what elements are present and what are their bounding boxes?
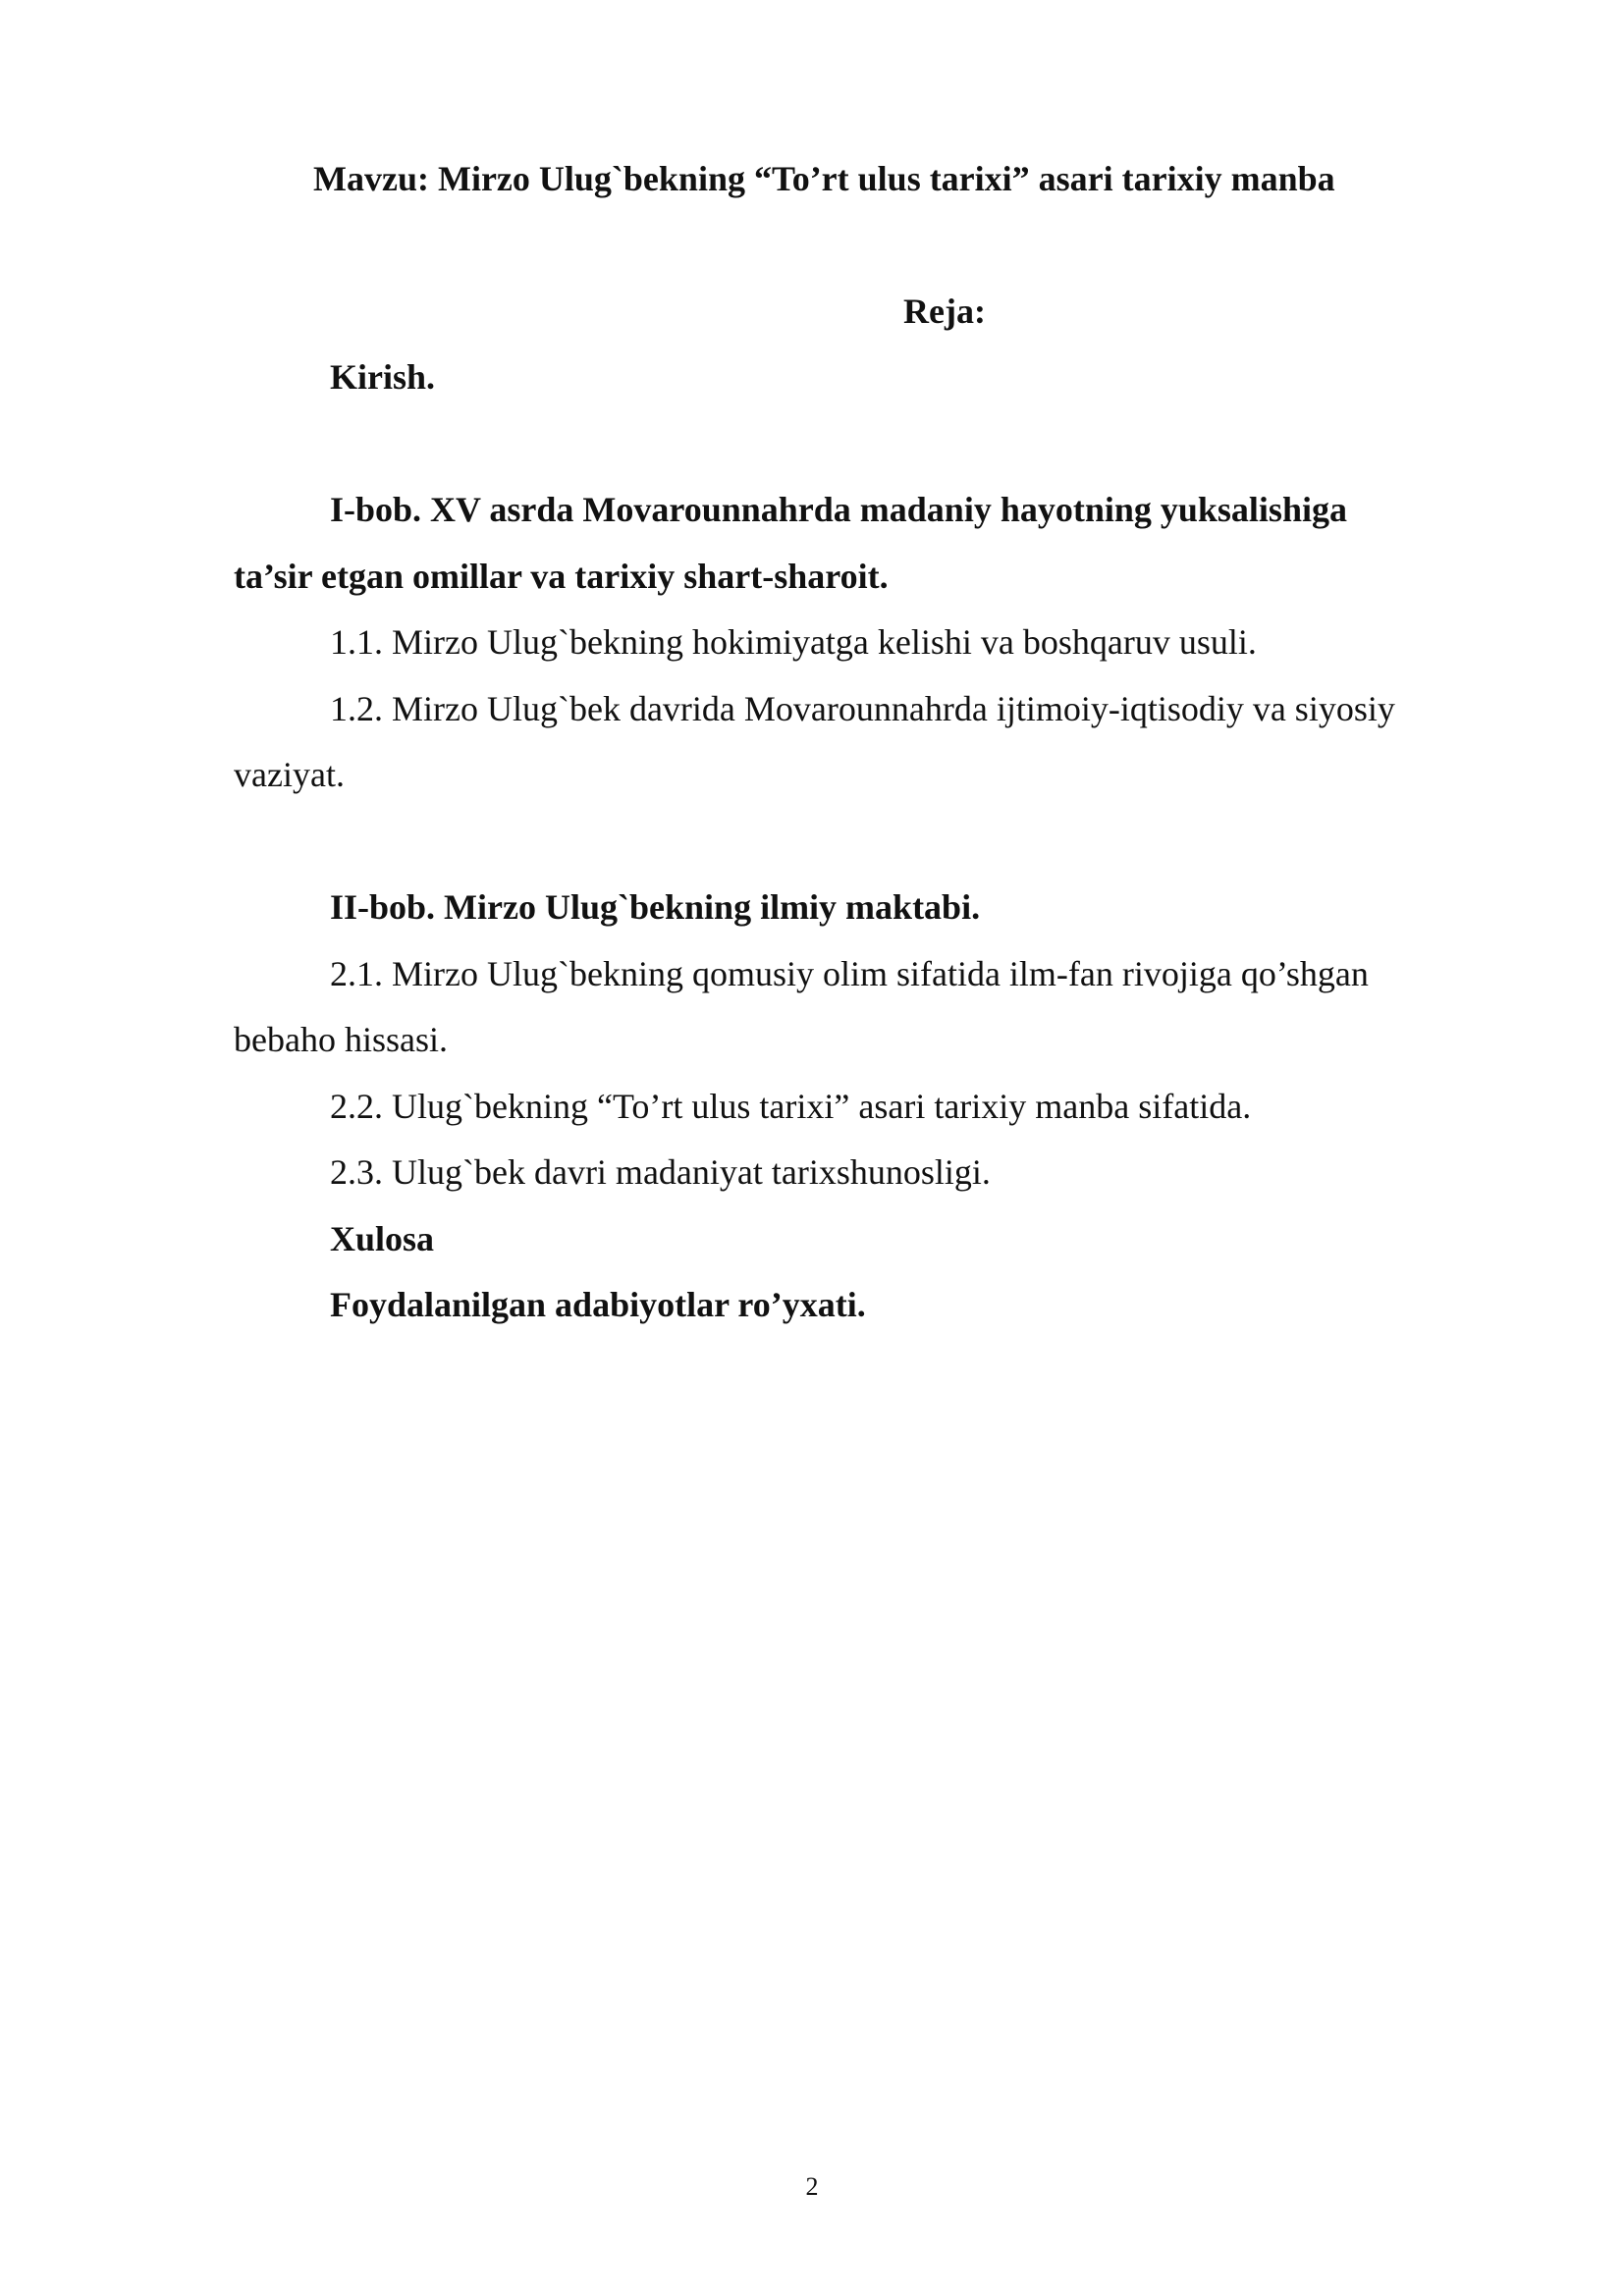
- intro-item: Kirish.: [330, 357, 436, 397]
- conclusion-item: Xulosa: [330, 1219, 435, 1258]
- chapter2-title: II-bob. Mirzo Ulug`bekning ilmiy maktabi.: [330, 887, 981, 927]
- topic-heading: Mavzu: Mirzo Ulug`bekning “To’rt ulus tarixi” asari tarixiy manba: [313, 159, 1335, 198]
- section-2-1-line1: 2.1. Mirzo Ulug`bekning qomusiy olim sifatida ilm-fan rivojiga qo’shgan: [330, 954, 1369, 993]
- section-1-2-line2: vaziyat.: [234, 755, 345, 794]
- plan-heading: Reja:: [903, 292, 986, 331]
- references-item: Foydalanilgan adabiyotlar ro’yxati.: [330, 1285, 866, 1324]
- section-2-2: 2.2. Ulug`bekning “To’rt ulus tarixi” asari tarixiy manba sifatida.: [330, 1087, 1252, 1126]
- chapter1-title-line2: ta’sir etgan omillar va tarixiy shart-sharoit.: [234, 557, 889, 596]
- chapter1-title-line1: I-bob. XV asrda Movarounnahrda madaniy hayotning yuksalishiga: [330, 490, 1347, 529]
- section-2-3: 2.3. Ulug`bek davri madaniyat tarixshunosligi.: [330, 1152, 991, 1192]
- page-number: 2: [805, 2172, 819, 2201]
- section-1-1: 1.1. Mirzo Ulug`bekning hokimiyatga kelishi va boshqaruv usuli.: [330, 622, 1257, 662]
- section-1-2-line1: 1.2. Mirzo Ulug`bek davrida Movarounnahrda ijtimoiy-iqtisodiy va siyosiy: [330, 689, 1395, 728]
- section-2-1-line2: bebaho hissasi.: [234, 1020, 448, 1059]
